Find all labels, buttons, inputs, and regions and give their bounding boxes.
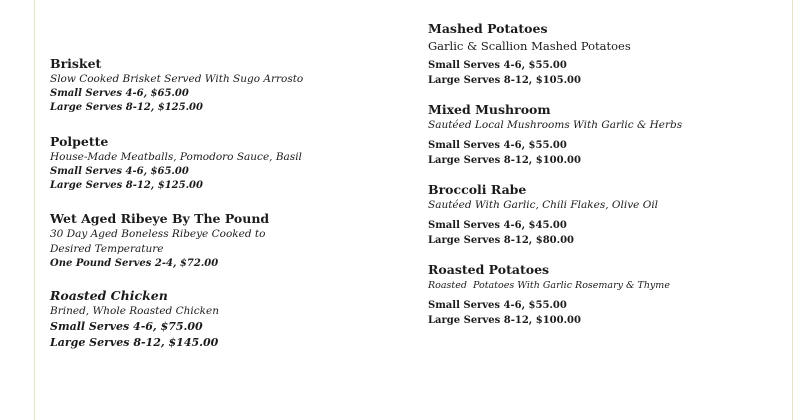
menu-item-name: Brisket bbox=[50, 56, 102, 71]
menu-item-brisket bbox=[50, 56, 303, 114]
menu-item-price-large: Large Serves 8-12, $105.00 bbox=[428, 74, 581, 86]
menu-item-price-small: Small Serves 4-6, $65.00 bbox=[50, 166, 189, 177]
menu-item-description-line-1: 30 Day Aged Boneless Ribeye Cooked to bbox=[50, 228, 266, 240]
menu-item-price-small: Small Serves 4-6, $65.00 bbox=[50, 88, 189, 99]
menu-item-description: Sautéed Local Mushrooms With Garlic & Herbs bbox=[428, 119, 683, 131]
menu-item-description: Slow Cooked Brisket Served With Sugo Arrosto bbox=[50, 73, 304, 85]
left-divider-line bbox=[34, 0, 35, 420]
menu-item-description: Sautéed With Garlic, Chili Flakes, Olive Oil bbox=[428, 199, 659, 211]
menu-item-price-small: Small Serves 4-6, $75.00 bbox=[50, 320, 203, 333]
menu-item-name: Mashed Potatoes bbox=[428, 21, 548, 36]
menu-item-price-small: Small Serves 4-6, $55.00 bbox=[428, 300, 567, 311]
menu-item-name: Polpette bbox=[50, 134, 109, 149]
menu-item-price-large: Large Serves 8-12, $125.00 bbox=[50, 179, 203, 191]
menu-item-price: One Pound Serves 2-4, $72.00 bbox=[50, 258, 219, 269]
menu-item-roasted-chicken bbox=[50, 288, 219, 351]
menu-item-price-small: Small Serves 4-6, $55.00 bbox=[428, 60, 567, 71]
menu-item-price-large: Large Serves 8-12, $80.00 bbox=[428, 234, 575, 246]
menu-item-description-line-2: Desired Temperature bbox=[50, 243, 164, 255]
menu-item-price-large: Large Serves 8-12, $145.00 bbox=[50, 336, 219, 349]
menu-item-mashed-potatoes bbox=[428, 21, 631, 88]
menu-item-name: Roasted Potatoes bbox=[428, 262, 550, 277]
menu-item-name: Wet Aged Ribeye By The Pound bbox=[50, 211, 270, 226]
menu-item-ribeye bbox=[50, 211, 269, 271]
menu-item-name: Broccoli Rabe bbox=[428, 182, 527, 197]
menu-item-price-large: Large Serves 8-12, $100.00 bbox=[428, 314, 581, 326]
menu-item-description: Roasted Potatoes With Garlic Rosemary & Thyme bbox=[428, 280, 670, 291]
menu-item-description: Brined, Whole Roasted Chicken bbox=[50, 305, 219, 317]
menu-item-broccoli-rabe bbox=[428, 182, 658, 248]
menu-item-price-small: Small Serves 4-6, $45.00 bbox=[428, 220, 567, 231]
menu-item-name: Mixed Mushroom bbox=[428, 102, 551, 117]
menu-item-name: Roasted Chicken bbox=[50, 288, 168, 303]
menu-item-roasted-potatoes bbox=[428, 262, 670, 328]
menu-item-description: Garlic & Scallion Mashed Potatoes bbox=[428, 39, 631, 53]
right-divider-line bbox=[792, 0, 793, 420]
menu-item-price-small: Small Serves 4-6, $55.00 bbox=[428, 140, 567, 151]
menu-item-polpette bbox=[50, 134, 302, 192]
menu-item-price-large: Large Serves 8-12, $100.00 bbox=[428, 154, 581, 166]
menu-item-price-large: Large Serves 8-12, $125.00 bbox=[50, 101, 203, 113]
menu-item-mixed-mushroom bbox=[428, 102, 682, 168]
menu-item-description: House-Made Meatballs, Pomodoro Sauce, Basil bbox=[50, 151, 302, 163]
